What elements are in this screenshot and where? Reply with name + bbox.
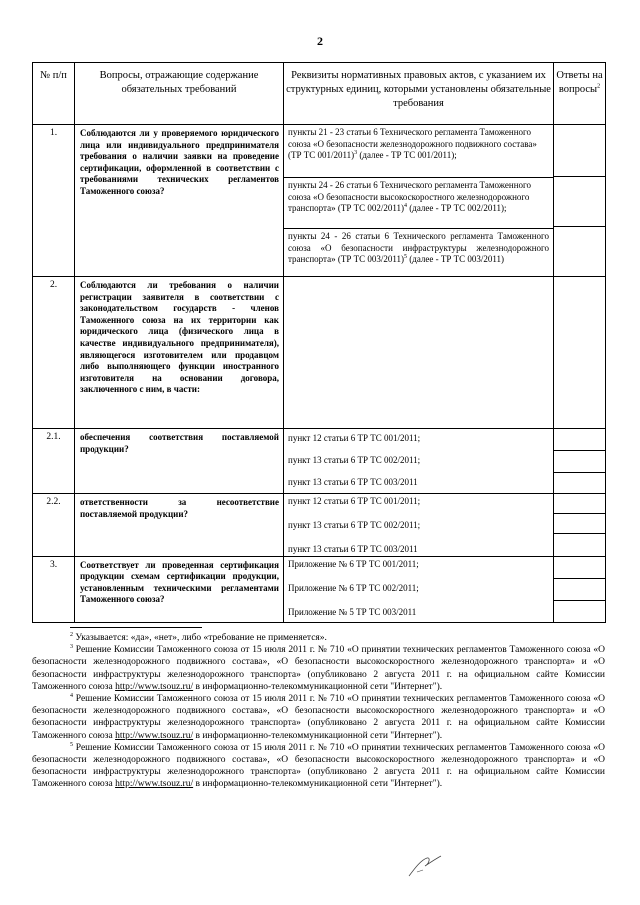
footnote-separator [70, 627, 202, 628]
tsouz-link[interactable]: http://www.tsouz.ru/ [115, 730, 194, 741]
question-text: обеспечения соответствия поставляемой продукции? [75, 429, 284, 494]
requisite-item: пункт 13 статьи 6 ТР ТС 003/2011 [288, 544, 418, 554]
row-number: 2. [33, 277, 75, 429]
answer-cell[interactable] [554, 429, 606, 494]
requisite-item: Приложение № 6 ТР ТС 002/2011; [288, 582, 419, 593]
header-questions: Вопросы, отражающие содержание обязательных требований [75, 63, 284, 125]
row-number: 2.2. [33, 494, 75, 557]
answer-slot[interactable] [554, 557, 605, 579]
footnote: $^2$ Указывается: «да», «нет», либо «требование не применяется». [70, 631, 327, 643]
requisite-item: пункт 13 статьи 6 ТР ТС 002/2011; [288, 520, 421, 530]
answer-slot[interactable] [554, 227, 605, 276]
footnote: $^3$ Решение Комиссии Таможенного союза от 15 июля 2011 г. № 710 «О принятии технических регламентов Таможенного союза «О безопасности железнодорожного подвижного состава», «О безопасности высокоскоростного железнодорожного транспорта» и «О безопасности инфраструктуры железнодорожного транспорта» (опубликовано 2 августа 2011 г. на официальном сайте Комиссии Таможенного союза http://www.tsouz.ru/ в информационно-телекоммуникационной сети "Интернет"). [32, 644, 606, 692]
footnote: $^5$ Решение Комиссии Таможенного союза от 15 июля 2011 г. № 710 «О принятии технических регламентов Таможенного союза «О безопасности железнодорожного подвижного состава», «О безопасности высокоскоростного железнодорожного транспорта» и «О безопасности инфраструктуры железнодорожного транспорта» (опубликовано 2 августа 2011 г. на официальном сайте Комиссии Таможенного союза http://www.tsouz.ru/ в информационно-телекоммуникационной сети "Интернет"). [32, 741, 606, 790]
requisite-item: пункт 13 статьи 6 ТР ТС 003/2011 [288, 477, 418, 487]
answer-slot[interactable] [554, 451, 605, 473]
header-answers: Ответы на вопросы$^2$ [554, 63, 606, 125]
requirements-table [32, 62, 606, 623]
table-row [33, 494, 606, 557]
table-row [33, 277, 606, 429]
requisite-item: Приложение № 5 ТР ТС 003/2011 [288, 606, 417, 617]
header-requisites: Реквизиты нормативных правовых актов, с указанием их структурных единиц, которыми установлены обязательные требования [284, 63, 554, 125]
table-row [33, 125, 606, 277]
tsouz-link[interactable]: http://www.tsouz.ru/ [115, 681, 194, 692]
answer-slot[interactable] [554, 429, 605, 451]
header-num: № п/п [33, 63, 75, 125]
table-header-row [33, 63, 606, 125]
answer-slot[interactable] [554, 534, 605, 554]
answer-cell[interactable] [554, 125, 606, 277]
question-text: Соблюдаются ли у проверяемого юридического лица или индивидуального предпринимателя требования о наличии заявки на проведение сертификации, оформленной в соответствии с требованиями технических регламентов Таможенного союза? [75, 125, 284, 277]
answer-slot[interactable] [554, 125, 605, 177]
question-text: Соблюдаются ли требования о наличии регистрации заявителя в соответствии с законодательством государств - членов Таможенного союза на их территории как юридического лица (физического лица в качестве индивидуального предпринимателя), являющегося изготовителем или продавцом либо выполняющего функции иностранного изготовителя на основании договора, заключенного с ним, в части: [75, 277, 284, 429]
requisite-item: пункты 24 - 26 статьи 6 Технического регламента Таможенного союза «О безопасности инфраструктуры железнодорожного транспорта» (ТР ТС 003/2011)$^5$ (далее - ТР ТС 003/2011) [288, 231, 549, 265]
question-text: ответственности за несоответствие поставляемой продукции? [75, 494, 284, 557]
signature-mark [405, 850, 445, 880]
answer-slot[interactable] [554, 579, 605, 601]
requisite-item: пункт 12 статьи 6 ТР ТС 001/2011; [288, 433, 421, 443]
answer-slot[interactable] [554, 494, 605, 514]
page-number: 2 [317, 34, 323, 48]
requisites-cell [284, 556, 554, 622]
answer-cell[interactable] [554, 494, 606, 557]
table-row [33, 429, 606, 494]
table-row [33, 556, 606, 622]
question-text: Соответствует ли проведенная сертификация продукции схемам сертификации продукции, установленным техническими регламентами Таможенного союза? [75, 556, 284, 622]
answer-slot[interactable] [554, 514, 605, 534]
row-number: 2.1. [33, 429, 75, 494]
requisites-cell [284, 494, 554, 557]
footnotes [32, 632, 605, 791]
answer-slot[interactable] [554, 601, 605, 622]
answer-cell[interactable] [554, 277, 606, 429]
row-number: 1. [33, 125, 75, 277]
requisite-item: пункт 12 статьи 6 ТР ТС 001/2011; [288, 496, 421, 506]
requisites-cell [284, 125, 554, 277]
requisite-item: пункт 13 статьи 6 ТР ТС 002/2011; [288, 455, 421, 465]
requisite-item: пункты 24 - 26 статьи 6 Технического регламента Таможенного союза «О безопасности высокоскоростного железнодорожного транспорта» (ТР ТС 002/2011)$^4$ (далее - ТР ТС 002/2011); [284, 178, 553, 229]
requisites-cell [284, 429, 554, 494]
requisite-item: Приложение № 6 ТР ТС 001/2011; [288, 558, 419, 569]
answer-slot[interactable] [554, 177, 605, 227]
answer-cell[interactable] [554, 556, 606, 622]
row-number: 3. [33, 556, 75, 622]
tsouz-link[interactable]: http://www.tsouz.ru/ [115, 779, 194, 790]
requisites-cell [284, 277, 554, 429]
requisite-item: пункты 21 - 23 статьи 6 Технического регламента Таможенного союза «О безопасности железнодорожного подвижного состава» (ТР ТС 001/2011)$^3$ (далее - ТР ТС 001/2011); [284, 125, 553, 178]
answer-slot[interactable] [554, 473, 605, 493]
footnote: $^4$ Решение Комиссии Таможенного союза от 15 июля 2011 г. № 710 «О принятии технических регламентов Таможенного союза «О безопасности железнодорожного подвижного состава», «О безопасности высокоскоростного железнодорожного транспорта» и «О безопасности инфраструктуры железнодорожного транспорта» (опубликовано 2 августа 2011 г. на официальном сайте Комиссии Таможенного союза http://www.tsouz.ru/ в информационно-телекоммуникационной сети "Интернет"). [32, 692, 606, 741]
